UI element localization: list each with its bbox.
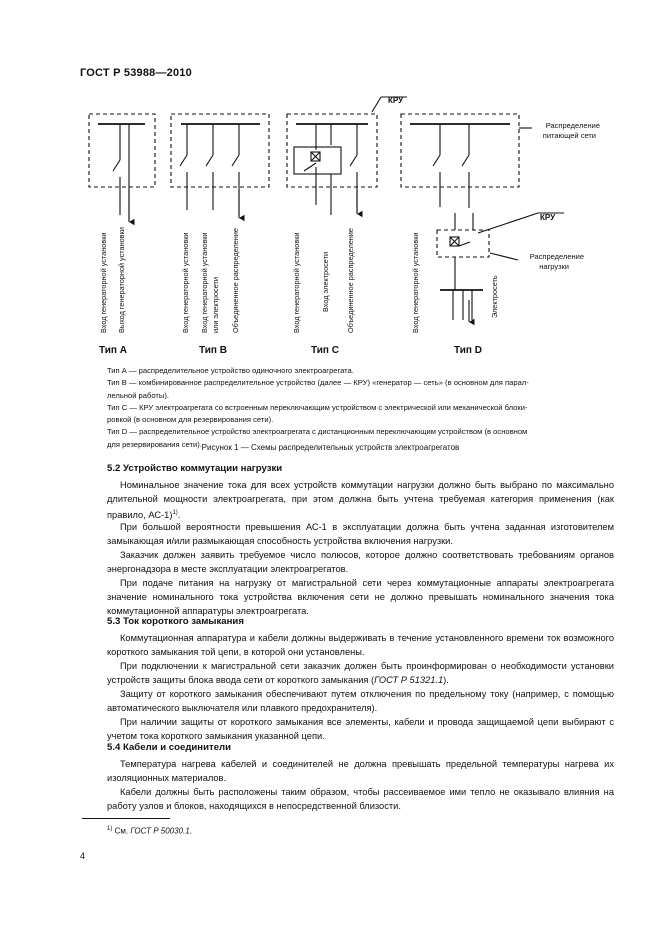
- label-d-mains: Электросеть: [490, 275, 499, 318]
- section-5-4-paragraph-1: Температура нагрева кабелей и соединителей не должна превышать предельной температуры нагрева их изоляционных материалов.: [107, 759, 614, 783]
- section-5-2-paragraph-2: При большой вероятности превышения АС-1 в эксплуатации должна быть учтена заданная изготовителем замыкающая и/или размыкающая способность устройства включения нагрузки.: [107, 522, 614, 546]
- note-line: Тип А — распределительное устройство одиночного электроагрегата.: [107, 366, 354, 375]
- label-d-input: Вход генераторной установки: [411, 232, 420, 333]
- type-b-scheme: [171, 114, 269, 215]
- label-b-input2b: или электросети: [211, 277, 220, 333]
- figure-notes: [107, 365, 615, 451]
- label-load-dist-2: нагрузки: [539, 262, 569, 271]
- label-b-input: Вход генераторной установки: [181, 232, 190, 333]
- figure-caption: Рисунок 1 — Схемы распределительных устройств электроагрегатов: [201, 443, 460, 452]
- section-5-4-title: 5.4 Кабели и соединители: [107, 742, 232, 753]
- label-b-combined: Объединенное распределение: [231, 228, 240, 333]
- label-supply-dist-2: питающей сети: [542, 131, 596, 140]
- section-5-2-title: 5.2 Устройство коммутации нагрузки: [107, 463, 283, 474]
- label-a-input: Вход генераторной установки: [99, 232, 108, 333]
- label-kru-right: КРУ: [540, 213, 556, 222]
- section-5-3-title: 5.3 Ток короткого замыкания: [107, 616, 244, 627]
- footnote: $^{1)}$ См. ГОСТ Р 50030.1.: [107, 826, 192, 836]
- label-load-dist-1: Распределение: [529, 252, 584, 261]
- distribution-diagram: [0, 0, 661, 365]
- type-a-scheme: [89, 114, 155, 220]
- label-b-input2: Вход генераторной установки: [200, 232, 209, 333]
- type-d-title: Тип D: [454, 345, 482, 356]
- type-c-scheme: [287, 97, 407, 215]
- note-line: ровкой (в основном для резервирования сети).: [107, 415, 274, 425]
- section-5-2-paragraph-3: Заказчик должен заявить требуемое число полюсов, которое должно соответствовать требованиям органов энергонадзора в месте эксплуатации электроагрегатов.: [107, 550, 614, 574]
- note-line: для резервирования сети).: [107, 439, 202, 449]
- section-5-3-paragraph-2: При подключении к магистральной сети заказчик должен быть проинформирован о необходимости установки устройств защиты блока ввода сети от короткого замыкания (ГОСТ Р 51321.1).: [107, 661, 614, 685]
- document-header: ГОСТ Р 53988—2010: [80, 67, 192, 79]
- label-kru-top: КРУ: [388, 96, 404, 105]
- label-a-output: Выход генераторной установки: [117, 227, 126, 333]
- note-line: лельной работы).: [107, 390, 169, 400]
- type-a-title: Тип А: [99, 345, 127, 356]
- footnote-separator: [82, 818, 170, 819]
- page-number: 4: [80, 851, 86, 861]
- section-5-3-paragraph-4: При наличии защиты от короткого замыкания все элементы, кабели и провода защищаемой цепи выбирают с учетом тока короткого замыкания указанной цепи.: [107, 717, 614, 741]
- section-5-2-paragraph-1: Номинальное значение тока для всех устройств коммутации нагрузки должно быть выбрано по максимально длительной мощности электроагрегата, при этом должна быть учтена требуемая категория применения (как правило, АС-1)$^{1)}$.: [107, 480, 614, 520]
- label-c-input: Вход генераторной установки: [292, 232, 301, 333]
- note-line: Тип С — КРУ электроагрегата со встроенным переключающим устройством с электрической или механической блоки-: [107, 402, 528, 412]
- note-line: Тип В — комбинированное распределительное устройство (далее — КРУ) «генератор — сеть» (в основном для парал-: [107, 378, 529, 388]
- label-c-mains: Вход электросети: [321, 251, 330, 312]
- section-5-2-paragraph-4: При подаче питания на нагрузку от магистральной сети через коммутационные аппараты электроагрегата значение номинального тока устройства включения сети не должно превышать номинального значения тока коммутационной аппаратуры электроагрегата.: [107, 578, 614, 616]
- label-c-combined: Объединенное распределение: [346, 228, 355, 333]
- section-5-3-paragraph-1: Коммутационная аппаратура и кабели должны выдерживать в течение установленного времени ток возможного короткого замыкания той цепи, в которой они установлены.: [107, 633, 614, 657]
- type-b-title: Тип В: [199, 345, 227, 356]
- label-supply-dist-1: Распределение: [545, 121, 600, 130]
- section-5-4-paragraph-2: Кабели должны быть расположены таким образом, чтобы рассеиваемое ими тепло не оказывало влияния на работу узлов и блоков, находящихся в непосредственной близости.: [107, 787, 614, 811]
- type-c-title: Тип С: [311, 345, 339, 356]
- note-line: Тип D — распределительное устройство электроагрегата с дистанционным переключающим устройством (в основном: [107, 427, 528, 437]
- section-5-3-paragraph-3: Защиту от короткого замыкания обеспечивают путем отключения по предельному току (например, с помощью автоматического выключателя или плавкого предохранителя).: [107, 689, 614, 713]
